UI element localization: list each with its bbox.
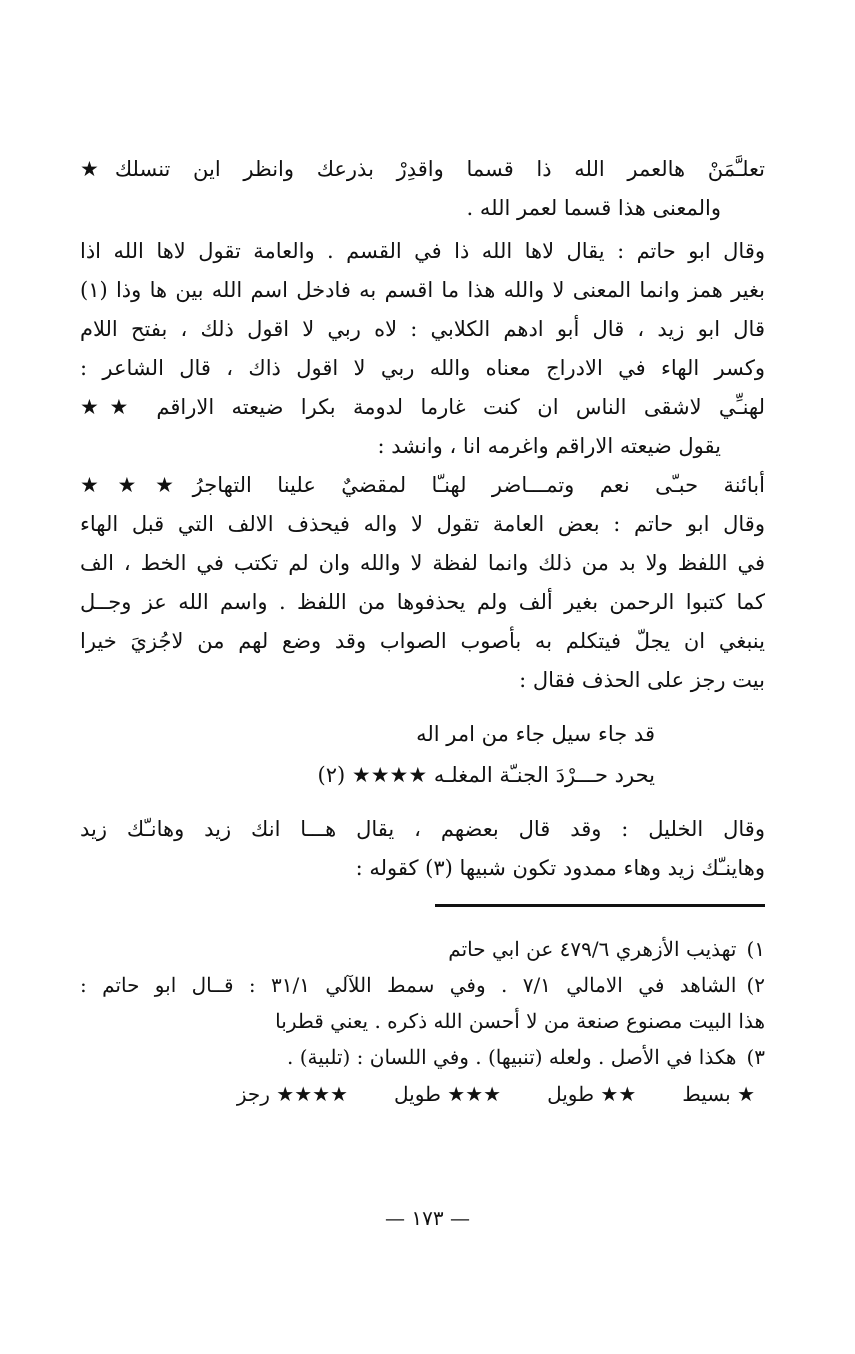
page-number: — ١٧٣ — — [385, 1206, 470, 1230]
verse-line-2: لهنـِّي لاشقى الناس ان كنت غارما لدومة بكرا ضيعته الاراقم ★★ — [80, 395, 765, 419]
footnote-text: هذا البيت مصنوع صنعة من لا أحسن الله ذكره . يعني قطربا — [275, 1009, 765, 1033]
text-line: بيت رجز على الحذف فقال : — [519, 668, 765, 692]
footnote-text: تهذيب الأزهري ٤٧٩/٦ عن ابي حاتم — [448, 937, 737, 961]
footnote-divider — [435, 904, 765, 907]
footnote-number: ٢) — [746, 973, 765, 997]
meter-legend-item: ★★★★ رجز — [236, 1082, 348, 1106]
text-line: وقال ابو حاتم : يقال لاها الله ذا في القسم . والعامة تقول لاها الله اذا — [80, 239, 765, 263]
footnote-text: الشاهد في الامالي ٧/١ . وفي سمط اللآلي ٣١/١ : قــال ابو حاتم : — [80, 973, 737, 997]
meter-legend-item: ★★★ طويل — [393, 1082, 502, 1106]
footnote-number: ١) — [746, 937, 765, 961]
meter-legend-item: ★★ طويل — [547, 1082, 637, 1106]
footnote-1 — [80, 931, 765, 967]
footnote-3 — [80, 1039, 765, 1075]
text-line: وقال ابو حاتم : بعض العامة تقول لا واله فيحذف الالف التي قبل الهاء — [80, 512, 765, 536]
rajaz-poem — [80, 714, 765, 796]
footnote-2-continued — [80, 1003, 765, 1039]
text-line: وقال الخليل : وقد قال بعضهم ، يقال هـــا انك زيد وهانـّك زيد — [80, 817, 765, 841]
footnote-text: هكذا في الأصل . ولعله (تنبيها) . وفي اللسان : (تلبية) . — [287, 1045, 737, 1069]
poem-line-1: قد جاء سيل جاء من امر اله — [416, 722, 655, 746]
text-line: في اللفظ ولا بد من ذلك وانما لفظة لا والله وان لم تكتب في الخط ، الف — [80, 551, 765, 575]
text-line: يقول ضيعته الاراقم واغرمه انا ، وانشد : — [377, 434, 721, 458]
page-body — [80, 150, 765, 1113]
text-line: والمعنى هذا قسما لعمر الله . — [466, 196, 721, 220]
verse-line-3: أبائنة حبـّى نعم وتمـــاضر لهنـّا لمقضيٌ علينا التهاجرُ★★★ — [80, 473, 765, 497]
footnote-2 — [80, 967, 765, 1003]
text-line: بغير همز وانما المعنى لا والله هذا ما اقسم به فادخل اسم الله بين ها وذا (١) — [80, 278, 765, 302]
verse-line-1: تعلـَّمَنْ هالعمر الله ذا قسما واقدِرْ بذرعك وانظر اين تنسلك★ — [80, 157, 765, 181]
text-line: قال ابو زيد ، قال أبو ادهم الكلابي : لاه ربي لا اقول ذلك ، بفتح اللام — [80, 317, 765, 341]
footnote-number: ٣) — [746, 1045, 765, 1069]
poem-line-2: يحرد حـــرْدَ الجنـّة المغلـه ★★★★ (٢) — [317, 763, 655, 787]
meter-legend — [80, 1075, 765, 1113]
meter-legend-item: ★ بسيط — [682, 1082, 755, 1106]
text-line: وكسر الهاء في الادراج معناه والله ربي لا اقول ذاك ، قال الشاعر : — [80, 356, 765, 380]
text-line: ينبغي ان يجلّ فيتكلم به بأصوب الصواب وقد وضع لهم من لاجُزيَ خيرا — [80, 629, 765, 653]
text-line: كما كتبوا الرحمن بغير ألف ولم يحذفوها من اللفظ . واسم الله عز وجــل — [80, 590, 765, 614]
text-line: وهاينـّك زيد وهاء ممدود تكون شبيها (٣) كقوله : — [355, 856, 765, 880]
